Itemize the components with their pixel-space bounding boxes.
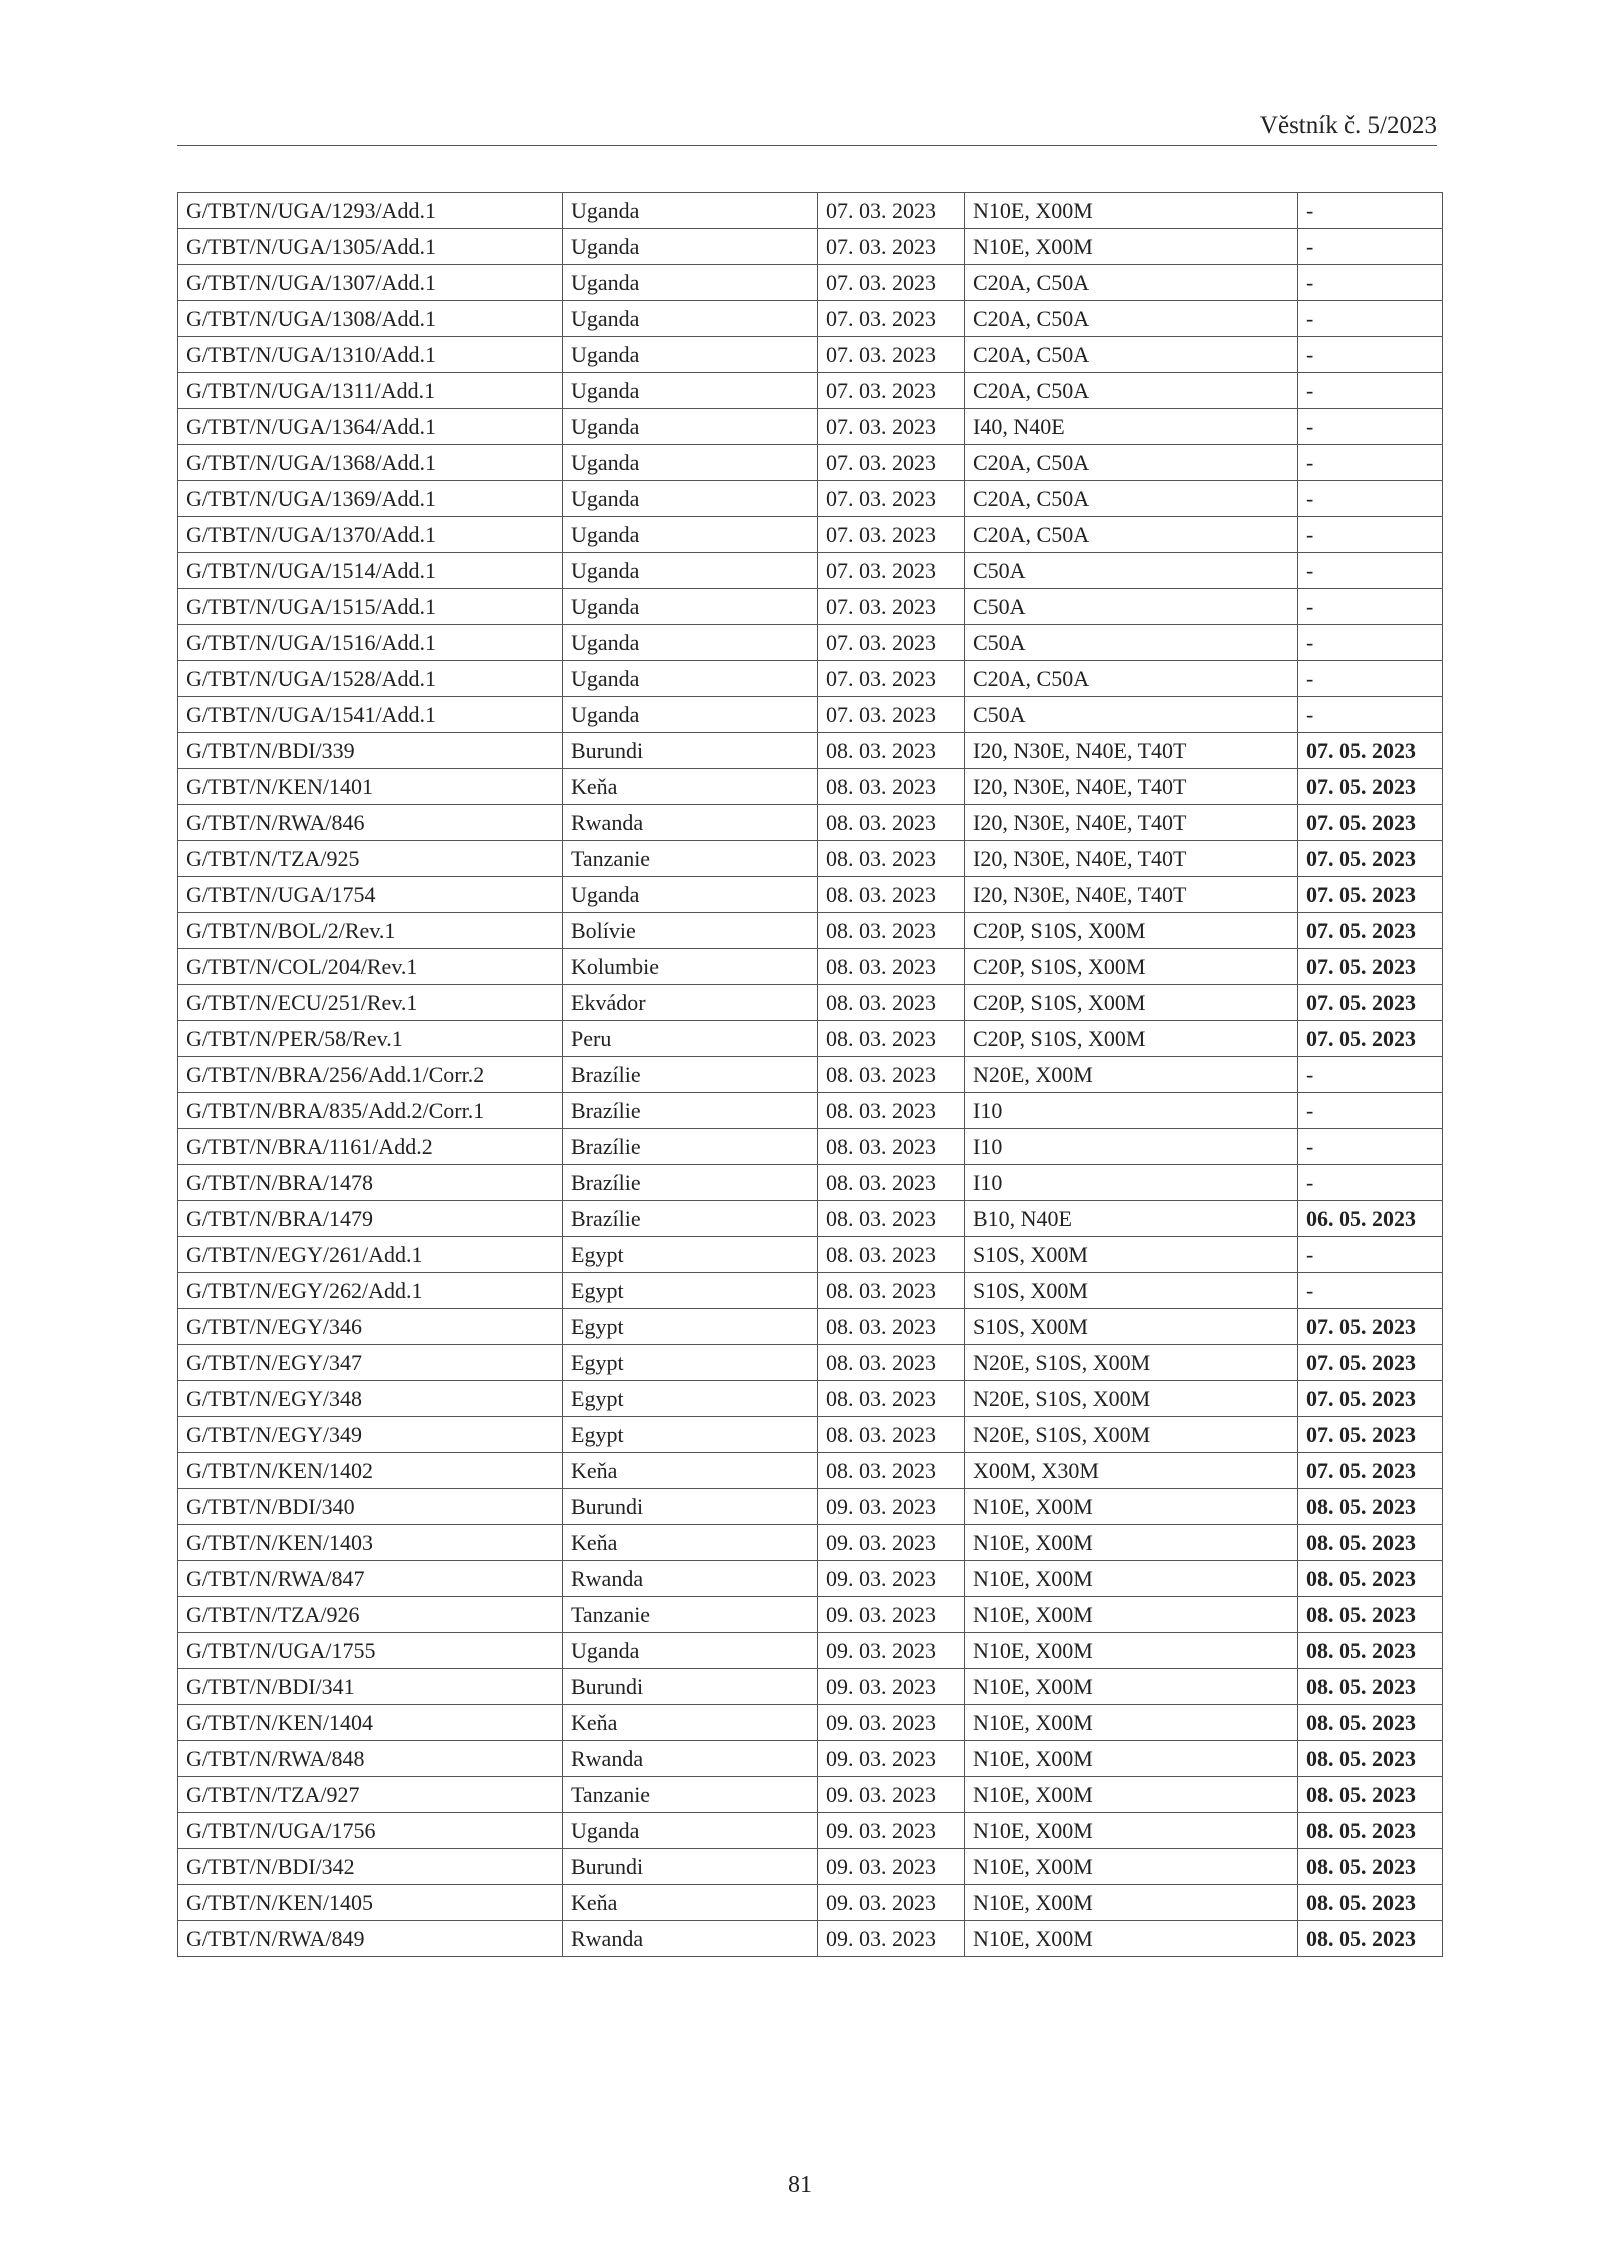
notification-date-cell: 08. 03. 2023: [818, 1237, 965, 1273]
notification-date-cell: 08. 03. 2023: [818, 1021, 965, 1057]
document-symbol-cell: G/TBT/N/RWA/847: [178, 1561, 563, 1597]
table-row: [178, 1129, 1443, 1165]
notification-date-cell: 07. 03. 2023: [818, 517, 965, 553]
ics-codes-cell: I20, N30E, N40E, T40T: [965, 805, 1298, 841]
member-country-cell: Egypt: [563, 1237, 818, 1273]
document-symbol-cell: G/TBT/N/UGA/1369/Add.1: [178, 481, 563, 517]
table-row: [178, 517, 1443, 553]
member-country-cell: Uganda: [563, 1813, 818, 1849]
document-symbol-cell: G/TBT/N/RWA/849: [178, 1921, 563, 1957]
notification-date-cell: 09. 03. 2023: [818, 1921, 965, 1957]
ics-codes-cell: N10E, X00M: [965, 1705, 1298, 1741]
member-country-cell: Egypt: [563, 1309, 818, 1345]
table-row: [178, 769, 1443, 805]
document-symbol-cell: G/TBT/N/UGA/1516/Add.1: [178, 625, 563, 661]
table-row: [178, 373, 1443, 409]
ics-codes-cell: N20E, X00M: [965, 1057, 1298, 1093]
member-country-cell: Uganda: [563, 517, 818, 553]
ics-codes-cell: C50A: [965, 625, 1298, 661]
comment-deadline-cell: 07. 05. 2023: [1298, 1453, 1443, 1489]
notification-date-cell: 09. 03. 2023: [818, 1741, 965, 1777]
ics-codes-cell: I10: [965, 1165, 1298, 1201]
table-row: [178, 337, 1443, 373]
member-country-cell: Keňa: [563, 769, 818, 805]
comment-deadline-cell: -: [1298, 1057, 1443, 1093]
document-symbol-cell: G/TBT/N/EGY/262/Add.1: [178, 1273, 563, 1309]
comment-deadline-cell: 08. 05. 2023: [1298, 1633, 1443, 1669]
comment-deadline-cell: -: [1298, 301, 1443, 337]
document-symbol-cell: G/TBT/N/TZA/926: [178, 1597, 563, 1633]
document-symbol-cell: G/TBT/N/UGA/1368/Add.1: [178, 445, 563, 481]
notification-date-cell: 09. 03. 2023: [818, 1777, 965, 1813]
document-symbol-cell: G/TBT/N/UGA/1310/Add.1: [178, 337, 563, 373]
member-country-cell: Burundi: [563, 733, 818, 769]
table-row: [178, 589, 1443, 625]
document-symbol-cell: G/TBT/N/BRA/1479: [178, 1201, 563, 1237]
table-row: [178, 1021, 1443, 1057]
notification-date-cell: 07. 03. 2023: [818, 301, 965, 337]
comment-deadline-cell: 08. 05. 2023: [1298, 1885, 1443, 1921]
ics-codes-cell: N10E, X00M: [965, 193, 1298, 229]
notification-date-cell: 08. 03. 2023: [818, 913, 965, 949]
notification-date-cell: 08. 03. 2023: [818, 769, 965, 805]
ics-codes-cell: C50A: [965, 697, 1298, 733]
ics-codes-cell: N10E, X00M: [965, 1669, 1298, 1705]
member-country-cell: Burundi: [563, 1669, 818, 1705]
ics-codes-cell: N10E, X00M: [965, 1489, 1298, 1525]
comment-deadline-cell: 08. 05. 2023: [1298, 1597, 1443, 1633]
member-country-cell: Brazílie: [563, 1201, 818, 1237]
comment-deadline-cell: -: [1298, 625, 1443, 661]
ics-codes-cell: S10S, X00M: [965, 1273, 1298, 1309]
document-symbol-cell: G/TBT/N/EGY/348: [178, 1381, 563, 1417]
comment-deadline-cell: 08. 05. 2023: [1298, 1741, 1443, 1777]
document-symbol-cell: G/TBT/N/BDI/342: [178, 1849, 563, 1885]
member-country-cell: Keňa: [563, 1705, 818, 1741]
table-row: [178, 1597, 1443, 1633]
ics-codes-cell: N10E, X00M: [965, 1813, 1298, 1849]
document-symbol-cell: G/TBT/N/BRA/1478: [178, 1165, 563, 1201]
comment-deadline-cell: -: [1298, 1237, 1443, 1273]
table-row: [178, 1057, 1443, 1093]
ics-codes-cell: S10S, X00M: [965, 1237, 1298, 1273]
member-country-cell: Burundi: [563, 1849, 818, 1885]
document-symbol-cell: G/TBT/N/UGA/1305/Add.1: [178, 229, 563, 265]
document-symbol-cell: G/TBT/N/BDI/341: [178, 1669, 563, 1705]
ics-codes-cell: C50A: [965, 589, 1298, 625]
ics-codes-cell: I20, N30E, N40E, T40T: [965, 877, 1298, 913]
ics-codes-cell: C20P, S10S, X00M: [965, 913, 1298, 949]
document-symbol-cell: G/TBT/N/UGA/1370/Add.1: [178, 517, 563, 553]
table-row: [178, 1777, 1443, 1813]
table-row: [178, 1381, 1443, 1417]
member-country-cell: Brazílie: [563, 1129, 818, 1165]
table-row: [178, 913, 1443, 949]
comment-deadline-cell: -: [1298, 337, 1443, 373]
comment-deadline-cell: 07. 05. 2023: [1298, 877, 1443, 913]
document-symbol-cell: G/TBT/N/UGA/1308/Add.1: [178, 301, 563, 337]
table-row: [178, 193, 1443, 229]
ics-codes-cell: C20P, S10S, X00M: [965, 949, 1298, 985]
ics-codes-cell: C20A, C50A: [965, 517, 1298, 553]
document-symbol-cell: G/TBT/N/BRA/1161/Add.2: [178, 1129, 563, 1165]
member-country-cell: Rwanda: [563, 805, 818, 841]
notification-date-cell: 08. 03. 2023: [818, 949, 965, 985]
document-symbol-cell: G/TBT/N/UGA/1293/Add.1: [178, 193, 563, 229]
member-country-cell: Burundi: [563, 1489, 818, 1525]
notification-date-cell: 08. 03. 2023: [818, 1057, 965, 1093]
table-row: [178, 1273, 1443, 1309]
table-row: [178, 1489, 1443, 1525]
member-country-cell: Tanzanie: [563, 1597, 818, 1633]
comment-deadline-cell: 08. 05. 2023: [1298, 1921, 1443, 1957]
member-country-cell: Rwanda: [563, 1561, 818, 1597]
notification-date-cell: 09. 03. 2023: [818, 1525, 965, 1561]
notification-date-cell: 08. 03. 2023: [818, 1165, 965, 1201]
member-country-cell: Brazílie: [563, 1165, 818, 1201]
comment-deadline-cell: 08. 05. 2023: [1298, 1561, 1443, 1597]
ics-codes-cell: C50A: [965, 553, 1298, 589]
notification-date-cell: 07. 03. 2023: [818, 229, 965, 265]
ics-codes-cell: I20, N30E, N40E, T40T: [965, 841, 1298, 877]
document-symbol-cell: G/TBT/N/RWA/846: [178, 805, 563, 841]
member-country-cell: Tanzanie: [563, 1777, 818, 1813]
table-row: [178, 1885, 1443, 1921]
notification-date-cell: 08. 03. 2023: [818, 1345, 965, 1381]
comment-deadline-cell: 07. 05. 2023: [1298, 985, 1443, 1021]
member-country-cell: Keňa: [563, 1453, 818, 1489]
document-symbol-cell: G/TBT/N/COL/204/Rev.1: [178, 949, 563, 985]
table-row: [178, 733, 1443, 769]
comment-deadline-cell: 07. 05. 2023: [1298, 1309, 1443, 1345]
notification-date-cell: 08. 03. 2023: [818, 1453, 965, 1489]
notification-date-cell: 07. 03. 2023: [818, 445, 965, 481]
ics-codes-cell: N10E, X00M: [965, 1561, 1298, 1597]
member-country-cell: Uganda: [563, 193, 818, 229]
notification-date-cell: 07. 03. 2023: [818, 625, 965, 661]
comment-deadline-cell: 06. 05. 2023: [1298, 1201, 1443, 1237]
table-row: [178, 841, 1443, 877]
comment-deadline-cell: -: [1298, 697, 1443, 733]
document-symbol-cell: G/TBT/N/UGA/1756: [178, 1813, 563, 1849]
comment-deadline-cell: -: [1298, 1165, 1443, 1201]
notification-date-cell: 08. 03. 2023: [818, 805, 965, 841]
table-row: [178, 985, 1443, 1021]
table-row: [178, 1561, 1443, 1597]
notification-date-cell: 09. 03. 2023: [818, 1885, 965, 1921]
table-row: [178, 1237, 1443, 1273]
ics-codes-cell: X00M, X30M: [965, 1453, 1298, 1489]
comment-deadline-cell: -: [1298, 265, 1443, 301]
table-row: [178, 229, 1443, 265]
document-symbol-cell: G/TBT/N/PER/58/Rev.1: [178, 1021, 563, 1057]
table-row: [178, 1165, 1443, 1201]
comment-deadline-cell: -: [1298, 445, 1443, 481]
ics-codes-cell: N10E, X00M: [965, 1849, 1298, 1885]
notification-date-cell: 07. 03. 2023: [818, 409, 965, 445]
notification-date-cell: 07. 03. 2023: [818, 373, 965, 409]
document-symbol-cell: G/TBT/N/KEN/1403: [178, 1525, 563, 1561]
notification-date-cell: 09. 03. 2023: [818, 1813, 965, 1849]
member-country-cell: Uganda: [563, 265, 818, 301]
member-country-cell: Keňa: [563, 1885, 818, 1921]
table-row: [178, 553, 1443, 589]
comment-deadline-cell: -: [1298, 193, 1443, 229]
ics-codes-cell: C20A, C50A: [965, 337, 1298, 373]
notification-date-cell: 08. 03. 2023: [818, 1381, 965, 1417]
notifications-table: [177, 192, 1443, 1957]
comment-deadline-cell: 08. 05. 2023: [1298, 1669, 1443, 1705]
document-symbol-cell: G/TBT/N/TZA/927: [178, 1777, 563, 1813]
ics-codes-cell: N10E, X00M: [965, 1921, 1298, 1957]
ics-codes-cell: I20, N30E, N40E, T40T: [965, 769, 1298, 805]
ics-codes-cell: N10E, X00M: [965, 1633, 1298, 1669]
notification-date-cell: 07. 03. 2023: [818, 193, 965, 229]
comment-deadline-cell: 07. 05. 2023: [1298, 1381, 1443, 1417]
comment-deadline-cell: -: [1298, 409, 1443, 445]
document-symbol-cell: G/TBT/N/TZA/925: [178, 841, 563, 877]
table-row: [178, 481, 1443, 517]
comment-deadline-cell: 08. 05. 2023: [1298, 1525, 1443, 1561]
notification-date-cell: 08. 03. 2023: [818, 1201, 965, 1237]
document-symbol-cell: G/TBT/N/UGA/1364/Add.1: [178, 409, 563, 445]
table-row: [178, 1741, 1443, 1777]
table-row: [178, 625, 1443, 661]
notification-date-cell: 08. 03. 2023: [818, 985, 965, 1021]
table-row: [178, 877, 1443, 913]
member-country-cell: Uganda: [563, 553, 818, 589]
comment-deadline-cell: -: [1298, 589, 1443, 625]
comment-deadline-cell: -: [1298, 517, 1443, 553]
table-row: [178, 1525, 1443, 1561]
notification-date-cell: 08. 03. 2023: [818, 1129, 965, 1165]
table-row: [178, 1813, 1443, 1849]
member-country-cell: Uganda: [563, 661, 818, 697]
member-country-cell: Uganda: [563, 481, 818, 517]
notification-date-cell: 08. 03. 2023: [818, 1309, 965, 1345]
notification-date-cell: 07. 03. 2023: [818, 265, 965, 301]
document-symbol-cell: G/TBT/N/BDI/339: [178, 733, 563, 769]
document-symbol-cell: G/TBT/N/UGA/1515/Add.1: [178, 589, 563, 625]
document-symbol-cell: G/TBT/N/UGA/1755: [178, 1633, 563, 1669]
member-country-cell: Bolívie: [563, 913, 818, 949]
member-country-cell: Brazílie: [563, 1093, 818, 1129]
ics-codes-cell: N20E, S10S, X00M: [965, 1381, 1298, 1417]
document-symbol-cell: G/TBT/N/EGY/261/Add.1: [178, 1237, 563, 1273]
comment-deadline-cell: 08. 05. 2023: [1298, 1705, 1443, 1741]
comment-deadline-cell: -: [1298, 1129, 1443, 1165]
table-row: [178, 661, 1443, 697]
comment-deadline-cell: 07. 05. 2023: [1298, 949, 1443, 985]
member-country-cell: Egypt: [563, 1417, 818, 1453]
journal-header-title: Věstník č. 5/2023: [1259, 112, 1437, 139]
comment-deadline-cell: 07. 05. 2023: [1298, 805, 1443, 841]
document-symbol-cell: G/TBT/N/BDI/340: [178, 1489, 563, 1525]
notification-date-cell: 07. 03. 2023: [818, 337, 965, 373]
document-symbol-cell: G/TBT/N/EGY/347: [178, 1345, 563, 1381]
notification-date-cell: 08. 03. 2023: [818, 733, 965, 769]
member-country-cell: Keňa: [563, 1525, 818, 1561]
table-row: [178, 1201, 1443, 1237]
notification-date-cell: 07. 03. 2023: [818, 697, 965, 733]
comment-deadline-cell: 08. 05. 2023: [1298, 1849, 1443, 1885]
table-row: [178, 949, 1443, 985]
notification-date-cell: 08. 03. 2023: [818, 1273, 965, 1309]
member-country-cell: Uganda: [563, 697, 818, 733]
document-symbol-cell: G/TBT/N/BRA/835/Add.2/Corr.1: [178, 1093, 563, 1129]
member-country-cell: Kolumbie: [563, 949, 818, 985]
ics-codes-cell: N10E, X00M: [965, 1777, 1298, 1813]
ics-codes-cell: I40, N40E: [965, 409, 1298, 445]
comment-deadline-cell: 07. 05. 2023: [1298, 913, 1443, 949]
ics-codes-cell: C20A, C50A: [965, 481, 1298, 517]
document-symbol-cell: G/TBT/N/EGY/349: [178, 1417, 563, 1453]
document-symbol-cell: G/TBT/N/ECU/251/Rev.1: [178, 985, 563, 1021]
comment-deadline-cell: -: [1298, 481, 1443, 517]
comment-deadline-cell: 07. 05. 2023: [1298, 769, 1443, 805]
member-country-cell: Uganda: [563, 373, 818, 409]
comment-deadline-cell: 07. 05. 2023: [1298, 733, 1443, 769]
comment-deadline-cell: -: [1298, 553, 1443, 589]
member-country-cell: Egypt: [563, 1273, 818, 1309]
notification-date-cell: 09. 03. 2023: [818, 1849, 965, 1885]
notification-date-cell: 07. 03. 2023: [818, 481, 965, 517]
document-symbol-cell: G/TBT/N/UGA/1541/Add.1: [178, 697, 563, 733]
notification-date-cell: 09. 03. 2023: [818, 1705, 965, 1741]
comment-deadline-cell: 07. 05. 2023: [1298, 1021, 1443, 1057]
document-symbol-cell: G/TBT/N/UGA/1307/Add.1: [178, 265, 563, 301]
ics-codes-cell: N10E, X00M: [965, 1741, 1298, 1777]
member-country-cell: Brazílie: [563, 1057, 818, 1093]
notification-date-cell: 08. 03. 2023: [818, 841, 965, 877]
page-number: 81: [788, 2172, 812, 2198]
table-row: [178, 805, 1443, 841]
ics-codes-cell: S10S, X00M: [965, 1309, 1298, 1345]
comment-deadline-cell: 07. 05. 2023: [1298, 1345, 1443, 1381]
member-country-cell: Peru: [563, 1021, 818, 1057]
table-row: [178, 301, 1443, 337]
table-row: [178, 265, 1443, 301]
table-row: [178, 1849, 1443, 1885]
comment-deadline-cell: -: [1298, 229, 1443, 265]
document-symbol-cell: G/TBT/N/UGA/1754: [178, 877, 563, 913]
ics-codes-cell: B10, N40E: [965, 1201, 1298, 1237]
ics-codes-cell: N20E, S10S, X00M: [965, 1345, 1298, 1381]
table-row: [178, 1309, 1443, 1345]
member-country-cell: Uganda: [563, 229, 818, 265]
ics-codes-cell: I20, N30E, N40E, T40T: [965, 733, 1298, 769]
member-country-cell: Uganda: [563, 301, 818, 337]
ics-codes-cell: C20A, C50A: [965, 301, 1298, 337]
document-symbol-cell: G/TBT/N/KEN/1404: [178, 1705, 563, 1741]
notification-date-cell: 08. 03. 2023: [818, 1093, 965, 1129]
ics-codes-cell: I10: [965, 1093, 1298, 1129]
member-country-cell: Tanzanie: [563, 841, 818, 877]
document-symbol-cell: G/TBT/N/KEN/1401: [178, 769, 563, 805]
table-row: [178, 1453, 1443, 1489]
member-country-cell: Uganda: [563, 445, 818, 481]
document-symbol-cell: G/TBT/N/EGY/346: [178, 1309, 563, 1345]
notification-date-cell: 07. 03. 2023: [818, 589, 965, 625]
member-country-cell: Uganda: [563, 877, 818, 913]
notification-date-cell: 09. 03. 2023: [818, 1633, 965, 1669]
document-symbol-cell: G/TBT/N/BRA/256/Add.1/Corr.2: [178, 1057, 563, 1093]
table-row: [178, 1705, 1443, 1741]
member-country-cell: Egypt: [563, 1345, 818, 1381]
notification-date-cell: 09. 03. 2023: [818, 1597, 965, 1633]
ics-codes-cell: C20P, S10S, X00M: [965, 985, 1298, 1021]
ics-codes-cell: N10E, X00M: [965, 1885, 1298, 1921]
member-country-cell: Ekvádor: [563, 985, 818, 1021]
ics-codes-cell: N20E, S10S, X00M: [965, 1417, 1298, 1453]
ics-codes-cell: N10E, X00M: [965, 1525, 1298, 1561]
ics-codes-cell: N10E, X00M: [965, 229, 1298, 265]
ics-codes-cell: C20A, C50A: [965, 373, 1298, 409]
table-row: [178, 1345, 1443, 1381]
document-symbol-cell: G/TBT/N/RWA/848: [178, 1741, 563, 1777]
document-symbol-cell: G/TBT/N/UGA/1528/Add.1: [178, 661, 563, 697]
header-divider: [177, 145, 1437, 146]
notification-date-cell: 08. 03. 2023: [818, 1417, 965, 1453]
ics-codes-cell: N10E, X00M: [965, 1597, 1298, 1633]
member-country-cell: Egypt: [563, 1381, 818, 1417]
document-symbol-cell: G/TBT/N/KEN/1405: [178, 1885, 563, 1921]
comment-deadline-cell: -: [1298, 1093, 1443, 1129]
member-country-cell: Rwanda: [563, 1741, 818, 1777]
comment-deadline-cell: -: [1298, 661, 1443, 697]
comment-deadline-cell: 08. 05. 2023: [1298, 1489, 1443, 1525]
notification-date-cell: 09. 03. 2023: [818, 1489, 965, 1525]
notification-date-cell: 07. 03. 2023: [818, 553, 965, 589]
member-country-cell: Uganda: [563, 409, 818, 445]
ics-codes-cell: I10: [965, 1129, 1298, 1165]
table-row: [178, 409, 1443, 445]
ics-codes-cell: C20P, S10S, X00M: [965, 1021, 1298, 1057]
notification-date-cell: 09. 03. 2023: [818, 1561, 965, 1597]
comment-deadline-cell: -: [1298, 1273, 1443, 1309]
table-row: [178, 1633, 1443, 1669]
document-symbol-cell: G/TBT/N/KEN/1402: [178, 1453, 563, 1489]
ics-codes-cell: C20A, C50A: [965, 661, 1298, 697]
table-row: [178, 445, 1443, 481]
document-symbol-cell: G/TBT/N/UGA/1514/Add.1: [178, 553, 563, 589]
ics-codes-cell: C20A, C50A: [965, 265, 1298, 301]
notification-date-cell: 08. 03. 2023: [818, 877, 965, 913]
notification-date-cell: 09. 03. 2023: [818, 1669, 965, 1705]
table-row: [178, 1669, 1443, 1705]
member-country-cell: Uganda: [563, 625, 818, 661]
comment-deadline-cell: 08. 05. 2023: [1298, 1813, 1443, 1849]
comment-deadline-cell: -: [1298, 373, 1443, 409]
table-row: [178, 1093, 1443, 1129]
notification-date-cell: 07. 03. 2023: [818, 661, 965, 697]
document-symbol-cell: G/TBT/N/BOL/2/Rev.1: [178, 913, 563, 949]
member-country-cell: Uganda: [563, 1633, 818, 1669]
table-row: [178, 1417, 1443, 1453]
comment-deadline-cell: 08. 05. 2023: [1298, 1777, 1443, 1813]
ics-codes-cell: C20A, C50A: [965, 445, 1298, 481]
member-country-cell: Uganda: [563, 337, 818, 373]
table-row: [178, 697, 1443, 733]
table-row: [178, 1921, 1443, 1957]
member-country-cell: Rwanda: [563, 1921, 818, 1957]
comment-deadline-cell: 07. 05. 2023: [1298, 1417, 1443, 1453]
comment-deadline-cell: 07. 05. 2023: [1298, 841, 1443, 877]
document-symbol-cell: G/TBT/N/UGA/1311/Add.1: [178, 373, 563, 409]
member-country-cell: Uganda: [563, 589, 818, 625]
